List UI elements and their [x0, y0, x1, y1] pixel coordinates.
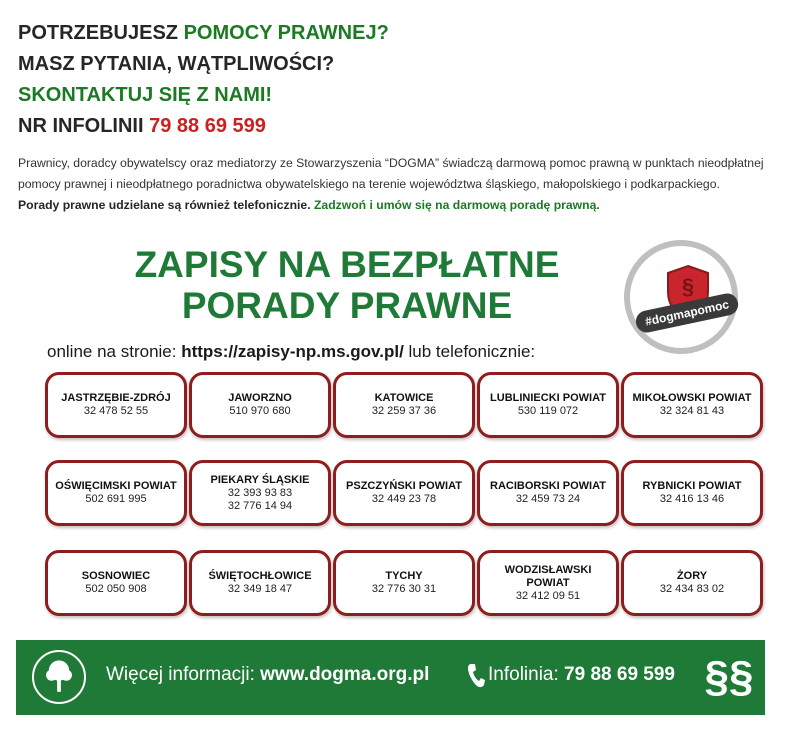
- office-phone[interactable]: 32 449 23 78: [371, 493, 437, 505]
- online-prefix: online na stronie:: [47, 342, 182, 361]
- intro-phone-note: Porady prawne udzielane są również telefonicznie.: [18, 198, 311, 212]
- footer-infoline-number[interactable]: 79 88 69 599: [564, 664, 675, 685]
- office-phone[interactable]: 502 691 995: [85, 493, 147, 505]
- office-box: [333, 550, 475, 616]
- office-name: LUBLINIECKI POWIAT: [490, 392, 606, 404]
- office-name: JASTRZĘBIE-ZDRÓJ: [61, 392, 171, 404]
- office-phone[interactable]: 32 393 93 83: [227, 486, 293, 499]
- office-name: PSZCZYŃSKI POWIAT: [346, 480, 462, 492]
- office-name: ŻORY: [676, 570, 708, 582]
- office-box: [189, 372, 331, 438]
- badge-hashtag: #dogmapomoc: [634, 291, 740, 334]
- office-name: OŚWIĘCIMSKI POWIAT: [55, 480, 177, 492]
- intro-call-to-action: Zadzwoń i umów się na darmową poradę prawną.: [313, 198, 600, 212]
- infoline-label: NR INFOLINII: [18, 115, 150, 137]
- office-phone[interactable]: 502 050 908: [85, 583, 147, 595]
- office-phone[interactable]: 510 970 680: [229, 405, 291, 417]
- headline-help-highlight: POMOCY PRAWNEJ?: [183, 22, 389, 44]
- online-url-link[interactable]: https://zapisy-np.ms.gov.pl/: [181, 342, 404, 361]
- office-phone[interactable]: 32 776 14 94: [227, 499, 293, 512]
- office-phone[interactable]: 32 416 13 46: [659, 493, 725, 505]
- infoline-number[interactable]: 79 88 69 599: [149, 115, 266, 137]
- office-box: [45, 550, 187, 616]
- footer-infoline: [488, 664, 675, 686]
- svg-text:§: §: [681, 274, 695, 299]
- office-phone[interactable]: 32 434 83 02: [659, 583, 725, 595]
- office-phone[interactable]: 32 412 09 51: [515, 589, 581, 602]
- office-box: [621, 550, 763, 616]
- footer-bar: [16, 640, 765, 715]
- poster-title-line1: ZAPISY NA BEZPŁATNE: [134, 244, 560, 285]
- office-phone[interactable]: 32 324 81 43: [659, 405, 725, 417]
- office-name: MIKOŁOWSKI POWIAT: [632, 392, 752, 404]
- office-name: PIEKARY ŚLĄSKIE: [210, 473, 310, 486]
- dogmapomoc-badge: [624, 240, 738, 354]
- footer-infoline-label: Infolinia:: [488, 664, 565, 685]
- office-phone[interactable]: 32 459 73 24: [515, 493, 581, 505]
- office-phone[interactable]: 32 478 52 55: [83, 405, 149, 417]
- office-phone[interactable]: 530 119 072: [517, 405, 579, 417]
- phone-icon: [466, 662, 486, 690]
- online-suffix: lub telefonicznie:: [403, 342, 536, 361]
- office-name: WODZISŁAWSKI POWIAT: [504, 563, 592, 589]
- online-registration: [47, 342, 535, 362]
- office-box: [333, 460, 475, 526]
- office-box: [189, 550, 331, 616]
- headline-contact: SKONTAKTUJ SIĘ Z NAMI!: [18, 84, 273, 106]
- office-box: [333, 372, 475, 438]
- poster-title-line2: PORADY PRAWNE: [181, 285, 513, 326]
- headlines: [18, 18, 389, 142]
- office-box: [477, 460, 619, 526]
- office-box: [189, 460, 331, 526]
- headline-questions: MASZ PYTANIA, WĄTPLIWOŚCI?: [18, 53, 335, 75]
- intro-paragraph: [18, 153, 778, 216]
- office-box: [477, 372, 619, 438]
- headline-infoline: [18, 111, 389, 142]
- tree-logo-icon: [32, 650, 86, 704]
- office-phone[interactable]: 32 349 18 47: [227, 583, 293, 595]
- office-name: RYBNICKI POWIAT: [642, 480, 742, 492]
- office-name: TYCHY: [385, 570, 423, 582]
- intro-text: Prawnicy, doradcy obywatelscy oraz mediatorzy ze Stowarzyszenia “DOGMA” świadczą darmową pomoc prawną w punktach nieodpłatnej pomocy prawnej i nieodpłatnego poradnictwa obywatelskiego na terenie województwa śląskiego, małopolskiego i podkarpackiego.: [18, 156, 764, 191]
- more-info-label: Więcej informacji:: [106, 664, 261, 685]
- office-name: KATOWICE: [374, 392, 434, 404]
- office-phone[interactable]: 32 259 37 36: [371, 405, 437, 417]
- office-box: [45, 372, 187, 438]
- office-box: [477, 550, 619, 616]
- office-box: [621, 372, 763, 438]
- poster-title: [15, 244, 679, 326]
- office-name: RACIBORSKI POWIAT: [490, 480, 606, 492]
- more-info: [106, 664, 429, 686]
- headline-help: [18, 18, 389, 49]
- office-name: SOSNOWIEC: [81, 570, 151, 582]
- office-box: [621, 460, 763, 526]
- office-box: [45, 460, 187, 526]
- office-name: ŚWIĘTOCHŁOWICE: [208, 570, 312, 582]
- office-phone[interactable]: 32 776 30 31: [371, 583, 437, 595]
- office-name: JAWORZNO: [228, 392, 292, 404]
- website-link[interactable]: www.dogma.org.pl: [260, 664, 430, 685]
- headline-help-prefix: POTRZEBUJESZ: [18, 22, 184, 44]
- paragraph-icon: §§: [704, 652, 754, 701]
